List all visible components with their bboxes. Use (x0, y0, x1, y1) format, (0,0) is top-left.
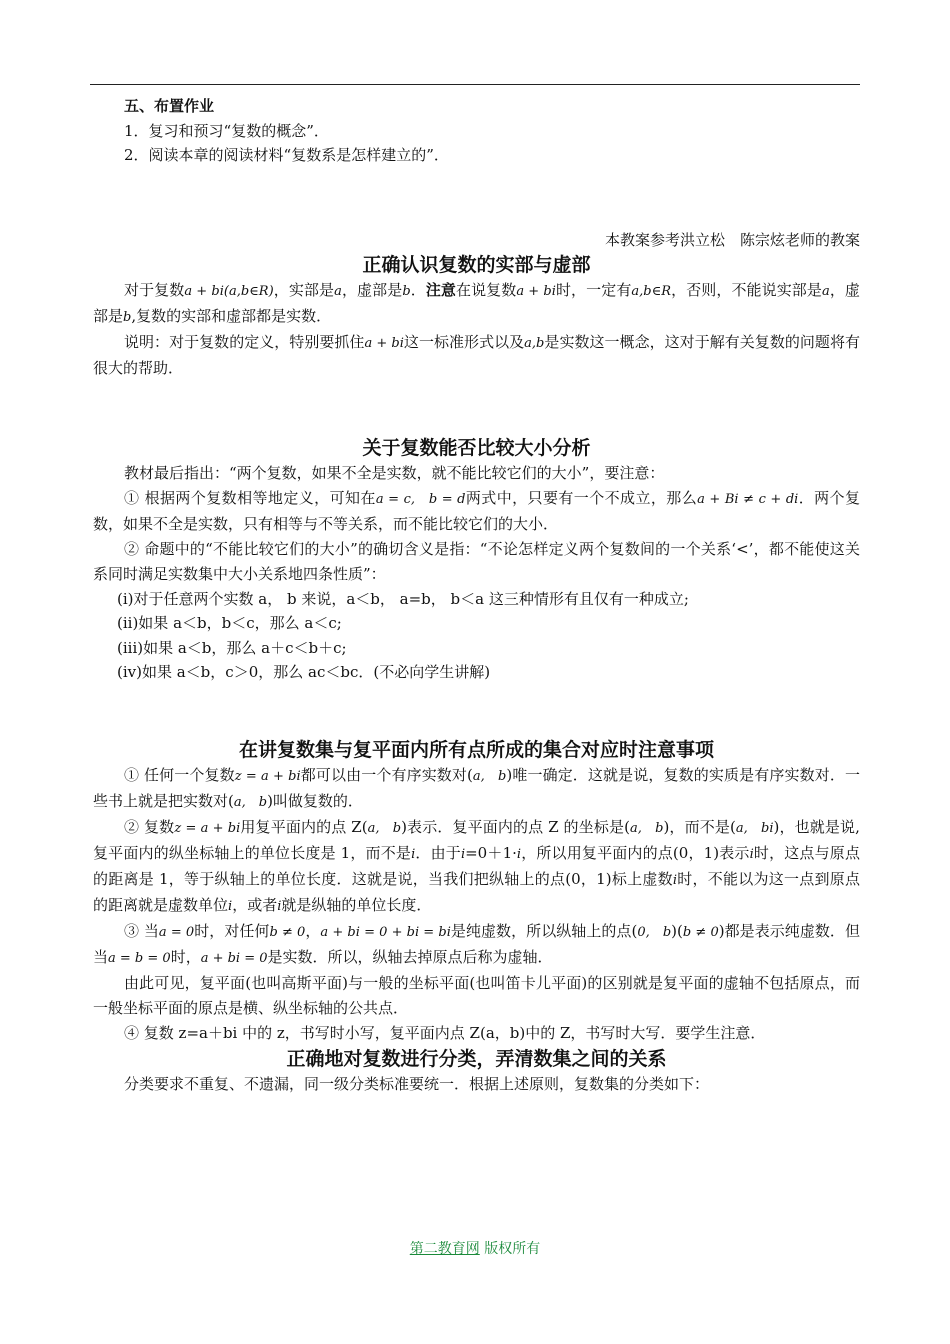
section3-paragraph-1: ① 任何一个复数z = a + bi都可以由一个有序实数对(a, b)唯一确定．这就是说，复数的实质是有序实数对．一些书上就是把实数对(a, b)叫做复数的． (93, 765, 860, 810)
section3-paragraph-4: 由此可见，复平面(也叫高斯平面)与一般的坐标平面(也叫笛卡儿平面)的区别就是复平面的虚轴不包括原点，而一般坐标平面的原点是横、纵坐标轴的公共点． (93, 973, 860, 1017)
section1-paragraph-1: 对于复数a + bi(a,b∈R)，实部是a，虚部是b．注意在说复数a + bi时，一定有a,b∈R，否则，不能说实部是a，虚部是b,复数的实部和虚部都是实数． (93, 280, 860, 325)
section-title-real-imag: 正确认识复数的实部与虚部 (362, 253, 591, 276)
section4-paragraph-1: 分类要求不重复、不遗漏，同一级分类标准要统一．根据上述原则，复数集的分类如下： (124, 1074, 710, 1093)
section3-paragraph-5: ④ 复数 z=a＋bi 中的 z，书写时小写，复平面内点 Z(a，b)中的 Z，书写时大写．要学生注意． (124, 1023, 766, 1042)
footer-copyright: 版权所有 (479, 1241, 541, 1257)
section-title-complex-plane: 在讲复数集与复平面内所有点所成的集合对应时注意事项 (238, 738, 714, 761)
page-content (93, 94, 860, 1097)
footer (0, 1238, 950, 1258)
section2-paragraph-1: 教材最后指出：“两个复数，如果不全是实数，就不能比较它们的大小”，要注意： (124, 463, 665, 482)
property-item-4: (iv)如果 a＜b，c＞0，那么 ac＜bc．(不必向学生讲解) (117, 663, 491, 681)
homework-item-2: 2．阅读本章的阅读材料“复数系是怎样建立的”． (124, 146, 449, 164)
header-rule (90, 84, 860, 85)
homework-section (93, 94, 860, 168)
footer-site-link[interactable]: 第二教育网 (409, 1241, 480, 1257)
section2-paragraph-2: ① 根据两个复数相等地定义，可知在a = c, b = d两式中，只要有一个不成立，那么a + Bi ≠ c + di．两个复数，如果不全是实数，只有相等与不等关系，而不能比较它们的大小． (93, 488, 860, 533)
homework-heading: 五、布置作业 (124, 97, 215, 115)
section-title-classification: 正确地对复数进行分类，弄清数集之间的关系 (286, 1047, 667, 1070)
section3-paragraph-3: ③ 当a = 0时，对任何b ≠ 0，a + bi = 0 + bi = bi是纯虚数，所以纵轴上的点(0, b)(b ≠ 0)都是表示纯虚数．但当a = b = 0时，a + bi = 0是实数．所以，纵轴去掉原点后称为虚轴． (93, 921, 860, 966)
credit-line: 本教案参考洪立松 陈宗炫老师的教案 (604, 230, 860, 249)
section3-paragraph-2: ② 复数z = a + bi用复平面内的点 Z(a, b)表示．复平面内的点 Z 的坐标是(a, b)，而不是(a, bi)，也就是说,复平面内的纵坐标轴上的单位长度是 1，而不是i．由于i=0＋1·i，所以用复平面内的点(0，1)表示i时，这点与原点的距离是 1，等于纵轴上的单位长度．这就是说，当我们把纵轴上的点(0，1)标上虚数i时，不能以为这一点到原点的距离就是虚数单位i，或者i就是纵轴的单位长度． (93, 817, 860, 914)
section2-paragraph-3: ② 命题中的“不能比较它们的大小”的确切含义是指：“不论怎样定义两个复数间的一个关系‘<’，都不能使这关系同时满足实数集中大小关系地四条性质”： (93, 539, 860, 583)
homework-item-1: 1．复习和预习“复数的概念”． (124, 121, 329, 140)
emphasis-note: 注意 (425, 280, 456, 299)
section-title-compare: 关于复数能否比较大小分析 (362, 436, 591, 459)
property-item-3: (iii)如果 a＜b，那么 a＋c＜b＋c; (117, 638, 347, 657)
property-item-2: (ii)如果 a＜b，b＜c，那么 a＜c; (117, 614, 342, 632)
section1-paragraph-2: 说明：对于复数的定义，特别要抓住a + bi这一标准形式以及a,b是实数这一概念，这对于解有关复数的问题将有很大的帮助． (93, 332, 860, 377)
property-item-1: (i)对于任意两个实数 a， b 来说，a＜b， a=b， b＜a 这三种情形有且仅有一种成立; (117, 589, 689, 608)
